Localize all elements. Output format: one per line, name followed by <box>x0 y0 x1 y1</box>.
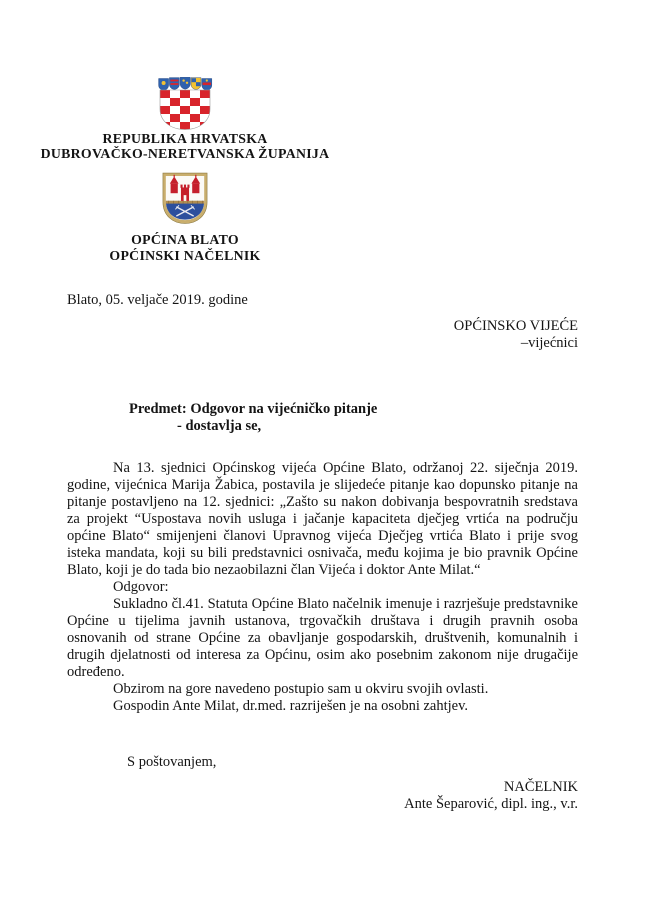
recipient-line1: OPĆINSKO VIJEĆE <box>453 318 578 334</box>
paragraph-statement: Obzirom na gore navedeno postupio sam u okviru svojih ovlasti. <box>113 681 489 697</box>
croatia-crown <box>159 77 212 90</box>
office-name-line2: OPĆINSKI NAČELNIK <box>109 247 261 263</box>
signature-name: Ante Šeparović, dipl. ing., v.r. <box>404 796 578 812</box>
recipient-block <box>67 318 578 352</box>
paragraph-dismissal: Gospodin Ante Milat, dr.med. razriješen je na osobni zahtjev. <box>113 698 469 714</box>
closing-salutation: S poštovanjem, <box>127 754 217 770</box>
subject-line1: Predmet: Odgovor na vijećničko pitanje <box>129 401 378 417</box>
letter-body <box>67 292 578 813</box>
signature-block <box>67 779 578 813</box>
answer-label: Odgovor: <box>113 579 169 595</box>
croatia-coat-of-arms-icon <box>157 77 213 131</box>
office-name-line1: OPĆINA BLATO <box>131 232 239 247</box>
state-name-line1: REPUBLIKA HRVATSKA <box>102 131 268 146</box>
subject-block <box>67 401 578 435</box>
paragraph-answer: Sukladno čl.41. Statuta Općine Blato načelnik imenuje i razrješuje predstavnike Općine u tijelima javnih ustanova, trgovačkih društava i drugih pravnih osoba osnovanih od strane Općine za obavljanje gospodarskih, društvenih, komunalnih i drugih djelatnosti od interesa za Općinu, osim ako posebnim zakonom nije drugačije određeno. <box>67 596 578 680</box>
subject-line2: - dostavlja se, <box>177 418 262 434</box>
blato-coat-of-arms-icon <box>161 172 209 225</box>
recipient-line2: –vijećnici <box>520 335 578 351</box>
date-place-line: Blato, 05. veljače 2019. godine <box>67 292 248 308</box>
blato-center-tower <box>180 185 189 201</box>
signature-title: NAČELNIK <box>503 779 578 795</box>
croatia-shield <box>160 90 210 130</box>
paragraph-question: Na 13. sjednici Općinskog vijeća Općine Blato, održanoj 22. siječnja 2019. godine, vijećnica Marija Žabica, postavila je slijedeće pitanje kao dopunsko pitanje na pitanje postavljeno na 12. sjednici: „Zašto su nakon dobivanja bespovratnih sredstava za projekt “Uspostava novih usluga i jačanje kapaciteta dječjeg vrtića na području općine Blato“ smijenjeni članovi Upravnog vijeća Dječjeg vrtića Blato i prije svog isteka mandata, koji su bili predstavnici osnivača, među kojima je bio pravnik Općine Blato, koji je do tada bio nezaobilazni član Vijeća i doktor Ante Milat.“ <box>67 460 578 578</box>
letterhead <box>28 0 342 263</box>
state-name-line2: DUBROVAČKO-NERETVANSKA ŽUPANIJA <box>40 146 330 161</box>
